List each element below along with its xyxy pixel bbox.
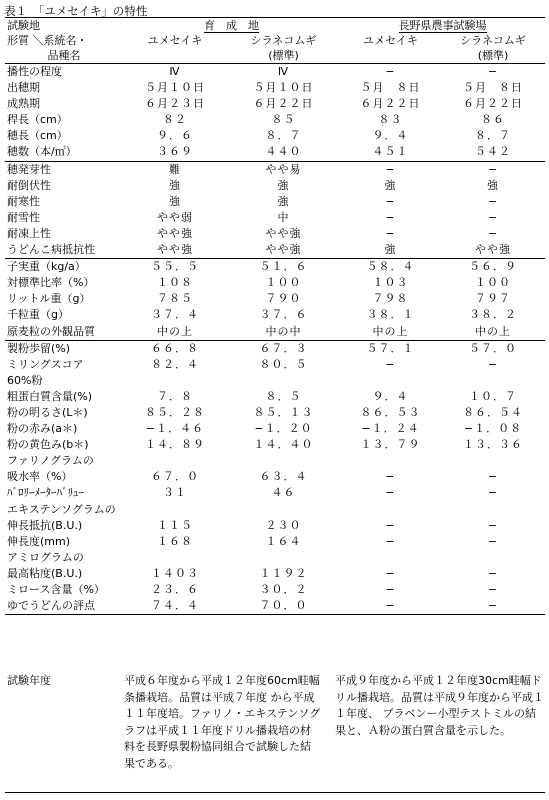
cell-value: ７９０ — [265, 292, 302, 306]
cell-value: ５７．１ — [340, 340, 441, 357]
cell-value: １６８ — [157, 534, 193, 548]
cell-value: − — [340, 598, 441, 615]
row-label: 出穂期 — [7, 81, 40, 95]
row-label: 粉の黄色み(b＊) — [7, 438, 89, 452]
cell-value: ５６．９ — [441, 259, 545, 276]
cell-value: ６月２３日 — [145, 97, 205, 111]
cell-value: − — [487, 470, 499, 484]
cell-value: 強 — [277, 178, 290, 192]
row-label: 子実重（kg/a） — [5, 259, 123, 276]
header-std-note-1: (標準) — [268, 49, 299, 62]
table-row — [5, 340, 545, 357]
cell-value: ４４０ — [265, 145, 302, 159]
row-label: うどんこ病抵抗性 — [7, 243, 95, 257]
cell-value: ６月２２日 — [360, 97, 421, 111]
cell-value — [227, 453, 340, 469]
row-label: 製粉歩留(%) — [5, 340, 123, 357]
cell-value: ７４．４ — [123, 598, 227, 615]
cell-value: ５月 ８日 — [463, 81, 523, 95]
cell-value: １１５ — [157, 518, 193, 532]
row-label: 稈長（cm） — [7, 113, 68, 127]
cell-value: − — [487, 518, 499, 532]
row-label: 伸長度(mm) — [7, 534, 71, 548]
cell-value: − — [385, 210, 396, 224]
cell-value: ３８．１ — [366, 308, 415, 322]
cell-value: ７０．０ — [227, 598, 340, 615]
cell-value — [441, 453, 545, 469]
cell-value: １０８ — [157, 276, 193, 290]
cell-value: ８５．２８ — [145, 405, 205, 419]
cell-value: 強 — [169, 194, 181, 208]
table-row — [5, 144, 545, 161]
cell-value: １３．３６ — [463, 438, 523, 452]
cell-value: ６６．８ — [123, 340, 227, 357]
cell-value — [123, 550, 227, 566]
header-group-breeding-site: 育 成 地 — [123, 18, 340, 34]
table-row — [5, 598, 545, 615]
cell-value: − — [441, 161, 545, 178]
cell-value: − — [385, 226, 396, 240]
cell-value: ８．７ — [475, 129, 511, 143]
row-label: 60%粉 — [7, 373, 43, 387]
cell-value: ５月１０日 — [145, 81, 205, 95]
cell-value: ５１．６ — [227, 259, 340, 276]
notes-label: 試験年度 — [7, 674, 51, 687]
cell-value: − — [340, 161, 441, 178]
cell-value: やや強 — [265, 226, 302, 240]
cell-value: ８．７ — [265, 129, 302, 143]
row-label: 吸水率（%） — [7, 470, 73, 484]
cell-value: １６４ — [265, 534, 302, 548]
table-row — [5, 437, 545, 453]
notes-breeding-site: 平成６年度から平成１２年度60cm畦幅条播栽培。品質は平成７年度 から平成１１年度培。ファリノ・エキステンソグラフは平成１１年度ドリル播栽培の材料を長野県製粉協同組合で試験した結果である。 — [124, 674, 321, 770]
header-variety-label: 品種名 — [47, 49, 81, 62]
table-row — [5, 373, 545, 389]
cell-value — [340, 550, 441, 566]
cell-value: − — [385, 534, 396, 548]
header-col-3: ユメセイキ — [363, 34, 418, 47]
cell-value: −１．２４ — [361, 422, 420, 436]
table-row — [5, 502, 545, 518]
cell-value: −１．４６ — [145, 422, 205, 436]
table-row — [5, 161, 545, 178]
notes-table — [5, 672, 545, 793]
cell-value: ８０．５ — [259, 357, 308, 371]
cell-value — [340, 373, 441, 389]
cell-value: ５５．５ — [123, 259, 227, 276]
cell-value: やや強 — [157, 226, 193, 240]
cell-value: ５８．４ — [340, 259, 441, 276]
row-label: 千粒重（g） — [7, 308, 69, 322]
cell-value: 中の中 — [265, 324, 302, 338]
table-row — [5, 405, 545, 421]
cell-value — [340, 453, 441, 469]
cell-value: やや易 — [227, 161, 340, 178]
row-label: 粉の赤み(a＊) — [7, 422, 78, 436]
table-row — [5, 485, 545, 501]
cell-value: − — [487, 194, 499, 208]
table-row — [5, 307, 545, 323]
header-std-note-2: (標準) — [477, 49, 509, 62]
cell-value: ２３．６ — [151, 583, 199, 596]
cell-value: やや強 — [265, 243, 302, 257]
cell-value — [123, 373, 227, 389]
cell-value: ９．６ — [157, 129, 193, 143]
cell-value: ６７．３ — [227, 340, 340, 357]
table-row — [5, 389, 545, 405]
table-row — [5, 210, 545, 226]
cell-value: １００ — [475, 276, 511, 290]
cell-value: やや強 — [157, 243, 193, 257]
cell-value: ３０．２ — [259, 583, 308, 596]
cell-value: 強 — [384, 243, 397, 257]
cell-value: １１９２ — [259, 566, 308, 580]
cell-value: １００ — [265, 276, 302, 290]
cell-value: ６７．０ — [151, 470, 199, 484]
cell-value: − — [385, 470, 396, 484]
cell-value: − — [487, 357, 499, 371]
cell-value — [441, 373, 545, 389]
cell-value: やや弱 — [157, 210, 193, 224]
cell-value: １０．７ — [469, 389, 517, 403]
cell-value: ９．４ — [372, 389, 409, 403]
cell-value: 強 — [384, 178, 397, 192]
row-label: エキステンソグラムの — [7, 502, 116, 516]
cell-value — [123, 453, 227, 469]
cell-value: ８２．４ — [151, 357, 199, 371]
header-group-nagano: 長野県農事試験場 — [340, 18, 545, 34]
cell-value — [227, 502, 340, 518]
table-row — [5, 566, 545, 582]
cell-value: ３６９ — [157, 145, 193, 159]
cell-value: ８．５ — [265, 389, 302, 403]
table-row — [5, 421, 545, 437]
header-row-2 — [5, 33, 545, 48]
cell-value: ５７．０ — [441, 340, 545, 357]
cell-value: ２３０ — [265, 518, 302, 532]
table-row — [5, 275, 545, 291]
cell-value: 中 — [277, 210, 290, 224]
cell-value: − — [385, 583, 396, 596]
row-label: ﾊﾞﾛﾘｰﾒｰﾀｰﾊﾞﾘｭｰ — [7, 486, 84, 500]
cell-value: − — [385, 194, 396, 208]
table-row — [5, 259, 545, 276]
row-label: 耐雪性 — [7, 210, 40, 224]
cell-value: ７８５ — [157, 292, 193, 306]
notes-row — [5, 672, 545, 793]
cell-value: Ⅳ — [123, 64, 227, 81]
cell-value: −１．２０ — [254, 422, 313, 436]
cell-value: ８６．５４ — [463, 405, 523, 419]
cell-value: ８６．５３ — [360, 405, 421, 419]
header-row-3 — [5, 48, 545, 64]
table-row — [5, 357, 545, 373]
row-label: ゆでうどんの評点 — [5, 598, 123, 615]
cell-value: − — [487, 486, 499, 500]
cell-value: − — [385, 566, 396, 580]
table-row — [5, 550, 545, 566]
row-label: 最高粘度(B.U.) — [7, 566, 83, 580]
row-label: リットル重（g） — [7, 292, 91, 306]
table-row — [5, 582, 545, 598]
cell-value: ３７．６ — [259, 308, 308, 322]
cell-value: − — [487, 534, 499, 548]
cell-value: ７９７ — [475, 292, 511, 306]
cell-value: ５月１０日 — [253, 81, 314, 95]
cell-value: ６月２２日 — [253, 97, 314, 111]
cell-value — [227, 550, 340, 566]
cell-value: − — [487, 226, 499, 240]
cell-value — [441, 550, 545, 566]
row-label: 原麦粒の外観品質 — [7, 324, 95, 338]
cell-value: １０３ — [372, 276, 409, 290]
table-row — [5, 534, 545, 550]
cell-value: １４．４０ — [253, 438, 314, 452]
cell-value: −１．０８ — [463, 422, 523, 436]
table-row — [5, 80, 545, 96]
cell-value: − — [441, 598, 545, 615]
row-label: ファリノグラムの — [7, 454, 94, 468]
cell-value: − — [385, 357, 396, 371]
cell-value: ８６ — [481, 113, 505, 127]
cell-value: 難 — [123, 161, 227, 178]
cell-value: − — [441, 64, 545, 81]
cell-value: ５月 ８日 — [360, 81, 421, 95]
cell-value — [227, 373, 340, 389]
cell-value: − — [487, 210, 499, 224]
cell-value: 強 — [169, 178, 181, 192]
cell-value: 中の上 — [372, 324, 409, 338]
cell-value: Ⅳ — [227, 64, 340, 81]
cell-value: １４０３ — [151, 566, 199, 580]
cell-value: 中の上 — [475, 324, 511, 338]
cell-value: やや強 — [475, 243, 511, 257]
cell-value: − — [385, 486, 396, 500]
header-trait-label: 形質 ＼系統名・ — [7, 34, 88, 47]
header-site-label: 試験地 — [5, 18, 123, 34]
cell-value: 強 — [487, 178, 499, 192]
cell-value: ７．８ — [157, 389, 193, 403]
cell-value: ８５．１３ — [253, 405, 314, 419]
cell-value — [441, 502, 545, 518]
cell-value: ６月２２日 — [463, 97, 523, 111]
table-row — [5, 194, 545, 210]
cell-value: − — [385, 518, 396, 532]
cell-value — [123, 502, 227, 518]
table-row — [5, 64, 545, 81]
row-label: 成熟期 — [7, 97, 40, 111]
row-label: 対標準比率（%） — [7, 276, 95, 290]
row-label: 耐倒伏性 — [7, 178, 51, 192]
row-label: 粗蛋白質含量(%) — [7, 389, 93, 403]
row-label: 伸長抵抗(B.U.) — [7, 518, 83, 532]
row-label: ミロース含量（%） — [7, 583, 105, 596]
table-row — [5, 453, 545, 469]
cell-value: １３．７９ — [360, 438, 421, 452]
row-label: 粉の明るさ(L＊) — [7, 405, 88, 419]
header-col-2: シラネコムギ — [250, 34, 317, 47]
cell-value: ４６ — [271, 486, 296, 500]
cell-value: ４５１ — [372, 145, 409, 159]
cell-value: ３１ — [163, 486, 187, 500]
table-row — [5, 469, 545, 485]
row-label: アミログラムの — [7, 550, 84, 564]
cell-value: ８２ — [163, 113, 187, 127]
cell-value: − — [340, 64, 441, 81]
cell-value: ６３．４ — [259, 470, 308, 484]
row-label: ミリングスコア — [7, 357, 84, 371]
characteristics-table — [5, 17, 545, 615]
header-col-4: シラネコムギ — [460, 34, 526, 47]
table-row — [5, 178, 545, 194]
row-label: 耐寒性 — [7, 194, 40, 208]
table-row — [5, 242, 545, 259]
notes-nagano: 平成９年度から平成１２年度30cm畦幅ドリル播栽培。品質は平成９年度から平成１１年度、 ブラベンー小型テストミルの結果と、Ａ粉の蛋白質含量を示した。 — [335, 674, 544, 737]
table-row — [5, 291, 545, 307]
header-row-1 — [5, 18, 545, 34]
table-caption: 表１ 「ユメセイキ」の特性 — [4, 4, 148, 18]
cell-value: 中の上 — [157, 324, 193, 338]
row-label: 穂発芽性 — [5, 161, 123, 178]
cell-value: − — [487, 583, 499, 596]
header-col-1: ユメセイキ — [147, 34, 203, 47]
table-row — [5, 226, 545, 242]
cell-value: − — [487, 566, 499, 580]
cell-value: 強 — [277, 194, 290, 208]
row-label: 播性の程度 — [5, 64, 123, 81]
cell-value: ３７．４ — [151, 308, 199, 322]
cell-value: ５４２ — [475, 145, 511, 159]
row-label: 穂長（cm） — [7, 129, 68, 143]
cell-value: ３８．２ — [469, 308, 517, 322]
cell-value: １４．８９ — [145, 438, 205, 452]
table-row — [5, 96, 545, 112]
cell-value: ９．４ — [372, 129, 409, 143]
cell-value: ８３ — [378, 113, 403, 127]
table-row — [5, 518, 545, 534]
cell-value: ８５ — [271, 113, 296, 127]
cell-value: ７９８ — [372, 292, 409, 306]
cell-value — [340, 502, 441, 518]
row-label: 穂数（本/㎡） — [7, 145, 77, 159]
table-row — [5, 324, 545, 341]
table-row — [5, 128, 545, 144]
row-label: 耐凍上性 — [7, 226, 51, 240]
table-row — [5, 112, 545, 128]
